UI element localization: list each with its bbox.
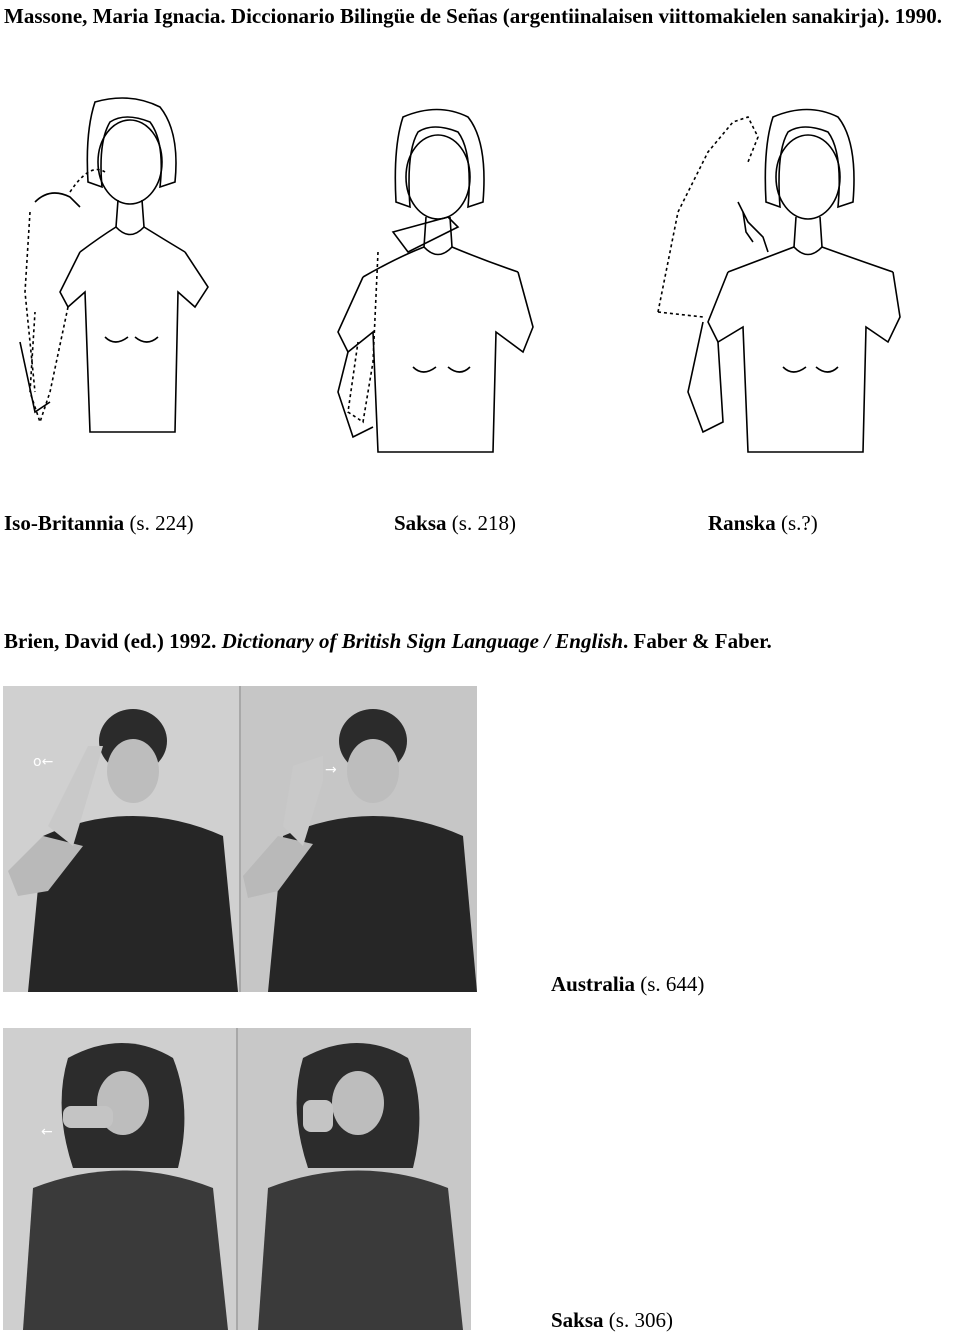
line-drawing-woman-sign-icon (648, 92, 910, 474)
caption-country: Iso-Britannia (4, 511, 125, 535)
svg-text:←: ← (41, 1124, 53, 1140)
reference-massone-author: Massone, Maria Ignacia. (4, 4, 226, 28)
caption-country: Saksa (551, 1308, 604, 1332)
reference-brien-author: Brien, David (ed.) 1992. (4, 629, 222, 653)
caption-ranska (708, 510, 818, 536)
caption-page: (s. 306) (603, 1308, 673, 1332)
reference-brien (4, 627, 772, 655)
caption-country: Australia (551, 972, 635, 996)
drawing-ranska (648, 92, 910, 474)
svg-text:→: → (325, 762, 337, 778)
caption-iso-britannia (4, 510, 194, 536)
line-drawing-woman-sign-icon (10, 92, 240, 474)
reference-brien-publisher: . Faber & Faber. (623, 629, 772, 653)
photo-woman-sign-icon (3, 686, 477, 992)
caption-country: Ranska (708, 511, 776, 535)
caption-saksa (394, 510, 516, 536)
drawing-saksa (318, 92, 548, 474)
caption-page: (s. 224) (124, 511, 194, 535)
caption-country: Saksa (394, 511, 447, 535)
caption-page: (s. 644) (635, 972, 705, 996)
svg-text:o←: o← (33, 754, 54, 770)
drawing-iso-britannia (10, 92, 240, 474)
caption-page: (s.?) (775, 511, 818, 535)
reference-brien-title: Dictionary of British Sign Language / English (221, 629, 624, 653)
caption-saksa-photo (551, 1307, 673, 1333)
photo-woman-sign-icon (3, 1028, 471, 1330)
reference-massone-title: Diccionario Bilingüe de Señas (argentiinalaisen viittomakielen sanakirja). 1990. (225, 4, 942, 28)
photo-saksa (3, 1028, 471, 1330)
reference-massone (4, 2, 954, 31)
photo-australia (3, 686, 477, 992)
caption-australia (551, 971, 704, 997)
line-drawing-woman-sign-icon (318, 92, 548, 474)
caption-page: (s. 218) (446, 511, 516, 535)
